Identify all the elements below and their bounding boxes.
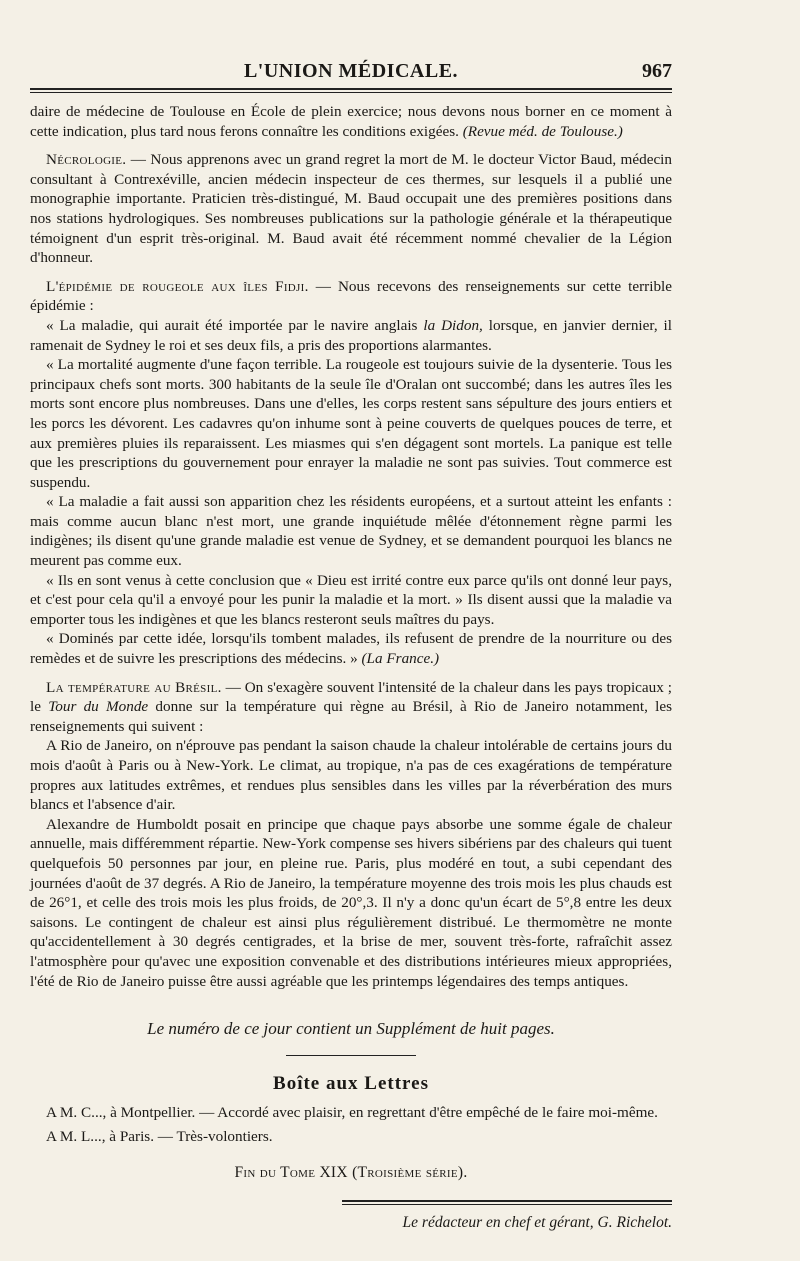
letter-montpellier: A M. C..., à Montpellier. — Accordé avec plaisir, en regrettant d'être empêché de le faire moi-même. xyxy=(46,1104,658,1122)
paragraph-necrologie: Nécrologie. — Nous apprenons avec un grand regret la mort de M. le docteur Victor Baud, médecin consultant à Contrexéville, ancien médecin inspecteur de ces thermes, sur lesquels il a publié une monographie importante. Praticien très-distingué, M. Baud occupait une des premières positions dans nos stations hydrologiques. Ses nombreuses publications sur la pathologie générale et la thérapeutique témoignent d'un esprit très-original. M. Baud avait été récemment nommé chevalier de la Légion d'honneur. xyxy=(30,151,672,267)
section-heading-epidemie: L'épidémie de rougeole aux îles Fidji. xyxy=(46,277,309,295)
paragraph-epidemie-q2: « La mortalité augmente d'une façon terrible. La rougeole est toujours suivie de la dysenterie. Tous les principaux chefs sont morts. 300 habitants de la seule île d'Oralan ont succombé; dans les autres îles les morts sont encore plus nombreuses. Dans une d'elles, les corps restent sans sépulture des jours entiers et les porcs les dévorent. Les cadavres qu'on inhume sont à peine couverts de quelques pouces de terre, et aux premières pluies ils reparaissent. Les miasmes qui s'en dégagent sont mortels. La panique est telle que les prescriptions du gouvernement pour enrayer la maladie ne sont pas suivies. Tout commerce est suspendu. xyxy=(30,356,672,491)
mailbox-heading: Boîte aux Lettres xyxy=(273,1072,429,1094)
ship-name: la Didon, xyxy=(423,316,483,334)
editor-signature: Le rédacteur en chef et gérant, G. Richelot. xyxy=(402,1214,672,1232)
page-header xyxy=(30,58,672,90)
source-citation: (Revue méd. de Toulouse.) xyxy=(462,122,623,140)
paragraph-temperature-humboldt: Alexandre de Humboldt posait en principe que chaque pays absorbe une somme égale de chaleur annuelle, mais différemment répartie. New-York compense ses hivers sibériens par des chaleurs qui tuent quelquefois 50 personnes par jour, en pleine rue. Paris, plus modéré en tout, a subi cependant des journées d'août de 37 degrés. A Rio de Janeiro, la température moyenne des trois mois les plus chauds est de 26°1, et celle des trois mois les plus froids, de 20°,3. Il n'y a donc qu'un écart de 5°,8 entre les deux saisons. Le contingent de chaleur est ainsi plus régulièrement distribué. Le thermomètre ne monte qu'accidentellement à 30 degrés centigrades, et la brise de mer, souvent très-forte, rafraîchit assez l'atmosphère pour qu'avec une exposition convenable et des distributions intérieures mieux appropriées, l'été de Rio de Janeiro puisse être aussi agréable que les printemps légendaires des temps antiques. xyxy=(30,815,672,990)
header-rule xyxy=(30,92,672,93)
journal-title: L'UNION MÉDICALE. xyxy=(243,60,459,82)
paragraph-epidemie-q1: « La maladie, qui aurait été importée par le navire anglais la Didon, lorsque, en janvier dernier, il ramenait de Sydney le roi et ses deux fils, a pris des proportions alarmantes. xyxy=(30,316,672,354)
page-number: 967 xyxy=(642,60,672,82)
source-citation: Tour du Monde xyxy=(48,698,149,716)
paragraph-epidemie-intro: L'épidémie de rougeole aux îles Fidji. — Nous recevons des renseignements sur cette terrible épidémie : xyxy=(30,277,672,315)
paragraph-epidemie-q3: « La maladie a fait aussi son apparition chez les résidents européens, et a surtout atteint les enfants : mais comme aucun blanc n'est mort, une grande inquiétude mêlée d'étonnement règne parmi les indigènes; ils disent qu'une grande maladie est venue de Sydney, et se demandent pourquoi les blancs ne meurent pas comme eux. xyxy=(30,493,672,570)
supplement-notice: Le numéro de ce jour contient un Supplément de huit pages. xyxy=(147,1019,555,1039)
paragraph-epidemie-q5: « Dominés par cette idée, lorsqu'ils tombent malades, ils refusent de prendre de la nourriture ou des remèdes et de suivre les prescriptions des médecins. » (La France.) xyxy=(30,630,672,668)
divider xyxy=(286,1055,416,1056)
paragraph-temperature-rio: A Rio de Janeiro, on n'éprouve pas pendant la saison chaude la chaleur intolérable de certains jours du mois d'août à Paris ou à New-York. Le climat, au tropique, n'a pas de ces exagérations de température propres aux latitudes extrêmes, et rendues plus sensibles dans les villes par la réverbération des murs blancs et l'absence d'air. xyxy=(30,737,672,814)
source-citation: (La France.) xyxy=(361,650,440,668)
letter-paris: A M. L..., à Paris. — Très-volontiers. xyxy=(46,1127,273,1145)
section-heading-temperature: La température au Brésil. xyxy=(46,678,222,696)
paragraph-epidemie-q4: « Ils en sont venus à cette conclusion que « Dieu est irrité contre eux parce qu'ils ont donné leur pays, et c'est pour cela qu'il a envoyé pour les punir la maladie et la mort. » Ils disent aussi que la maladie va emporter tous les indigènes et que les blancs resteront seuls maîtres du pays. xyxy=(30,571,672,628)
article-body xyxy=(30,102,672,1233)
paragraph-toulouse: daire de médecine de Toulouse en École de plein exercice; nous devons nous borner en ce moment à cette indication, plus tard nous ferons connaître les conditions exigées. (Revue méd. de Toulouse.) xyxy=(30,103,672,140)
end-of-volume: Fin du Tome XIX (Troisième série). xyxy=(234,1163,468,1181)
paragraph-temperature-intro: La température au Brésil. — On s'exagère souvent l'intensité de la chaleur dans les pays tropicaux ; le Tour du Monde donne sur la température qui règne au Brésil, à Rio de Janeiro notamment, les renseignements qui suivent : xyxy=(30,678,673,735)
footer-rule-thin xyxy=(342,1204,672,1205)
section-heading-necrologie: Nécrologie. xyxy=(46,151,127,169)
footer-rule xyxy=(342,1200,672,1202)
